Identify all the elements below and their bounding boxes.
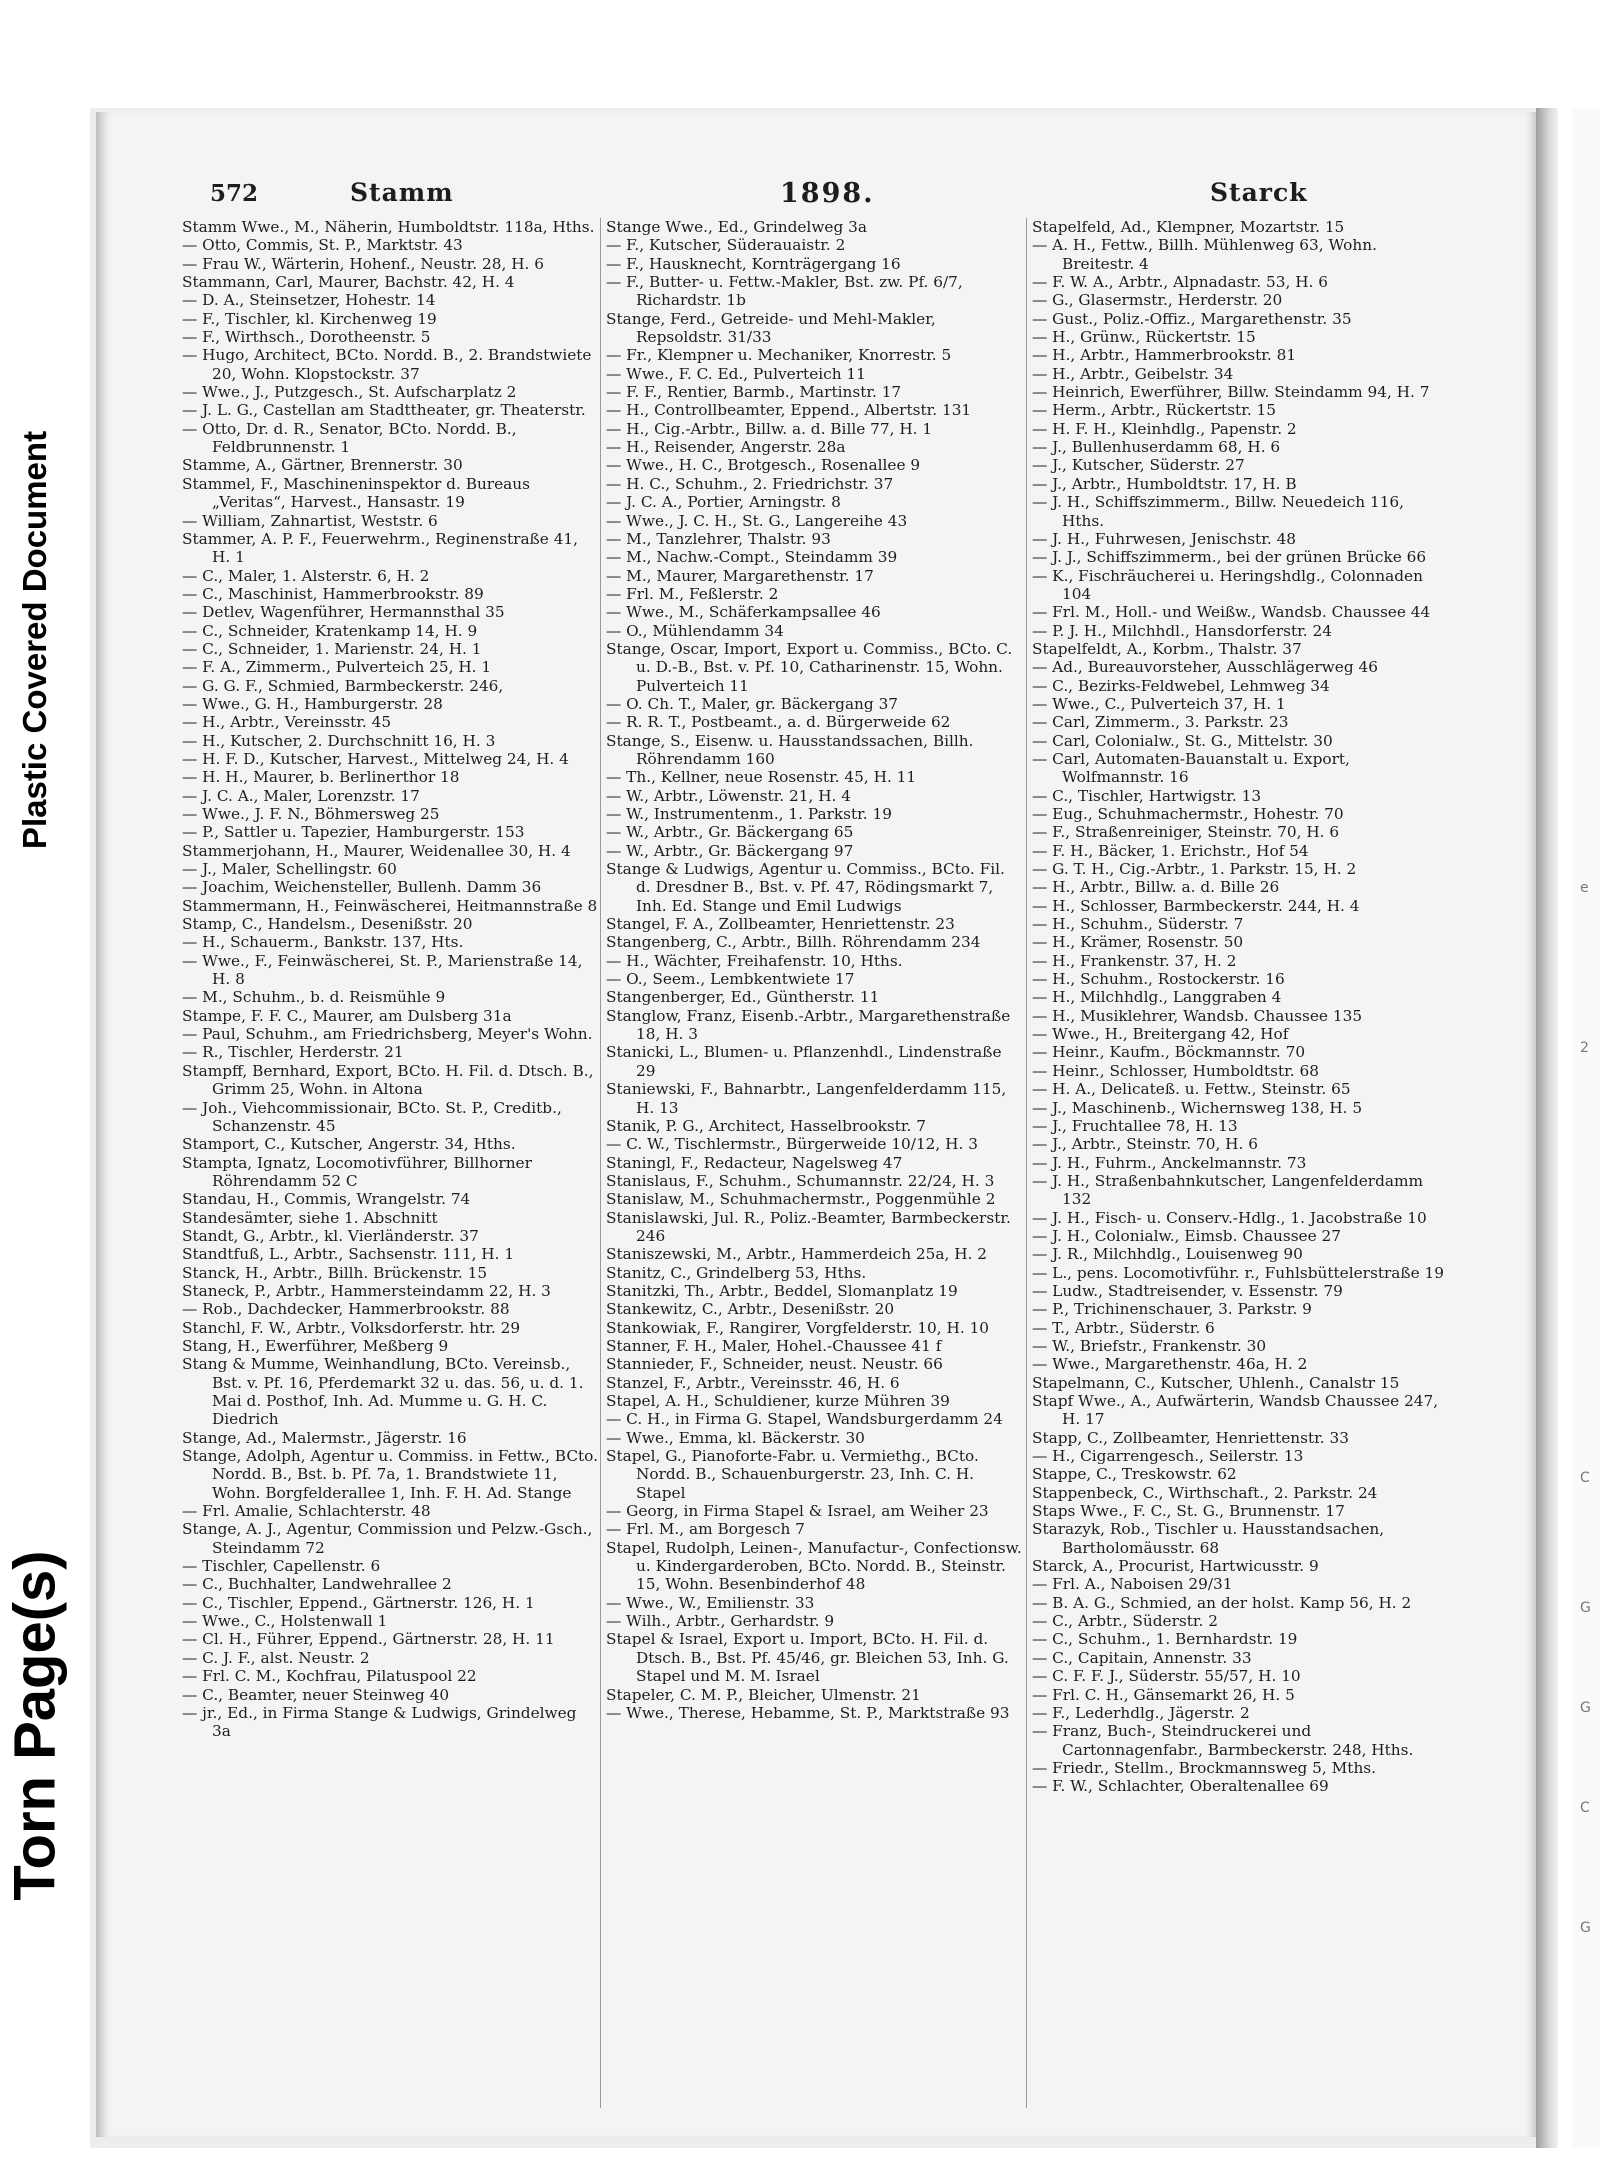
directory-entry: — J., Arbtr., Steinstr. 70, H. 6 <box>1032 1135 1258 1154</box>
directory-entry: Stampta, Ignatz, Locomotivführer, Billhorner Röhrendamm 52 C <box>182 1153 532 1190</box>
directory-entry: — J. H., Fuhrm., Anckelmannstr. 73 <box>1032 1153 1307 1172</box>
column-rule <box>600 218 601 2108</box>
directory-entry: Stange, S., Eisenw. u. Hausstandssachen, Billh. Röhrendamm 160 <box>606 731 974 768</box>
directory-entry: — M., Schuhm., b. d. Reismühle 9 <box>182 988 446 1007</box>
directory-entry: — Joachim, Weichensteller, Bullenh. Damm 36 <box>182 878 542 897</box>
running-head-right: Starck <box>1210 178 1308 207</box>
directory-entry: — C. W., Tischlermstr., Bürgerweide 10/12, H. 3 <box>606 1135 978 1154</box>
directory-entry: — W., Arbtr., Gr. Bäckergang 65 <box>606 823 854 842</box>
directory-entry: — C., Maler, 1. Alsterstr. 6, H. 2 <box>182 566 430 585</box>
directory-entry: — J. C. A., Maler, Lorenzstr. 17 <box>182 786 420 805</box>
directory-entry: — G. G. F., Schmied, Barmbeckerstr. 246, <box>182 676 504 695</box>
directory-entry: Stapel, Rudolph, Leinen-, Manufactur-, Confectionsw. u. Kindergarderoben, BCto. Nordd. B., Steinstr. 15, Wohn. Besenbinderhof 48 <box>606 1538 1022 1594</box>
directory-entry: — Wilh., Arbtr., Gerhardstr. 9 <box>606 1612 835 1631</box>
directory-entry: — H., Schuhm., Süderstr. 7 <box>1032 915 1244 934</box>
directory-entry: — J. L. G., Castellan am Stadttheater, gr. Theaterstr. <box>182 401 586 420</box>
directory-entry: — J. J., Schiffszimmerm., bei der grünen Brücke 66 <box>1032 548 1427 567</box>
edge-mark: G <box>1580 1600 1591 1616</box>
directory-entry: — Frl. Amalie, Schlachterstr. 48 <box>182 1502 431 1521</box>
directory-entry: Stange & Ludwigs, Agentur u. Commiss., BCto. Fil. d. Dresdner B., Bst. v. Pf. 47, Rödingsmarkt 7, Inh. Ed. Stange und Emil Ludwigs <box>606 860 1005 915</box>
directory-entry: Stamm Wwe., M., Näherin, Humboldtstr. 118a, Hths. <box>182 218 595 236</box>
directory-entry: — C., Bezirks-Feldwebel, Lehmweg 34 <box>1032 676 1330 695</box>
directory-entry: — H., Controllbeamter, Eppend., Albertstr. 131 <box>606 401 972 420</box>
directory-entry: — C., Maschinist, Hammerbrookstr. 89 <box>182 584 484 603</box>
directory-entry: — J. H., Schiffszimmerm., Billw. Neuedeich 116, Hths. <box>1032 493 1405 530</box>
directory-entry: Starazyk, Rob., Tischler u. Hausstandsachen, Bartholomäusstr. 68 <box>1032 1520 1385 1557</box>
directory-entry: Stange, Oscar, Import, Export u. Commiss., BCto. C. u. D.-B., Bst. v. Pf. 10, Catharinenstr. 15, Wohn. Pulverteich 11 <box>606 639 1013 695</box>
torn-pages-text: Torn Page(s) <box>2 1549 68 1901</box>
directory-entry: — Wwe., F. C. Ed., Pulverteich 11 <box>606 364 866 383</box>
directory-entry: — F. F., Rentier, Barmb., Martinstr. 17 <box>606 383 902 402</box>
directory-entry: Stangenberger, Ed., Güntherstr. 11 <box>606 988 880 1007</box>
directory-entry: — W., Briefstr., Frankenstr. 30 <box>1032 1336 1267 1355</box>
plastic-covered-label <box>0 360 70 920</box>
directory-entry: — J. H., Colonialw., Eimsb. Chaussee 27 <box>1032 1226 1341 1245</box>
directory-entry: — F., Straßenreiniger, Steinstr. 70, H. 6 <box>1032 823 1340 842</box>
directory-entry: Stamme, A., Gärtner, Brennerstr. 30 <box>182 456 463 475</box>
directory-entry: — Heinrich, Ewerführer, Billw. Steindamm 94, H. 7 <box>1032 383 1430 402</box>
directory-entry: — Tischler, Capellenstr. 6 <box>182 1557 381 1576</box>
directory-entry: — Wwe., W., Emilienstr. 33 <box>606 1593 815 1612</box>
directory-entry: Staniszewski, M., Arbtr., Hammerdeich 25a, H. 2 <box>606 1245 988 1264</box>
directory-column-1 <box>182 218 598 2128</box>
directory-entry: — J., Maler, Schellingstr. 60 <box>182 860 397 879</box>
directory-entry: — J., Fruchtallee 78, H. 13 <box>1032 1116 1238 1135</box>
directory-entry: — Wwe., J., Putzgesch., St. Aufscharplatz 2 <box>182 383 517 402</box>
directory-entry: — C., Schuhm., 1. Bernhardstr. 19 <box>1032 1630 1298 1649</box>
directory-entry: — P., Sattler u. Tapezier, Hamburgerstr. 153 <box>182 823 525 842</box>
directory-entry: — W., Arbtr., Gr. Bäckergang 97 <box>606 841 854 860</box>
directory-entry: Stapelmann, C., Kutscher, Uhlenh., Canalstr 15 <box>1032 1373 1400 1392</box>
directory-entry: Stanislaw, M., Schuhmachermstr., Poggenmühle 2 <box>606 1190 996 1209</box>
directory-entry: — Th., Kellner, neue Rosenstr. 45, H. 11 <box>606 768 917 787</box>
directory-entry: — C., Arbtr., Süderstr. 2 <box>1032 1612 1218 1631</box>
directory-entry: — H., Milchhdlg., Langgraben 4 <box>1032 988 1282 1007</box>
directory-entry: Standesämter, siehe 1. Abschnitt <box>182 1208 438 1227</box>
directory-entry: Stang & Mumme, Weinhandlung, BCto. Vereinsb., Bst. v. Pf. 16, Pferdemarkt 32 u. das. 56, u. d. 1. Mai d. Posthof, Inh. Ad. Mumme u. G. H. C. Diedrich <box>182 1355 584 1429</box>
directory-entry: — Heinr., Schlosser, Humboldtstr. 68 <box>1032 1061 1319 1080</box>
directory-entry: — Carl, Zimmerm., 3. Parkstr. 23 <box>1032 713 1289 732</box>
directory-entry: — H. F. H., Kleinhdlg., Papenstr. 2 <box>1032 419 1297 438</box>
directory-entry: — F., Tischler, kl. Kirchenweg 19 <box>182 309 437 328</box>
directory-entry: — Wwe., C., Pulverteich 37, H. 1 <box>1032 694 1286 713</box>
directory-entry: Stanislaus, F., Schuhm., Schumannstr. 22/24, H. 3 <box>606 1171 995 1190</box>
directory-entry: — Paul, Schuhm., am Friedrichsberg, Meyer's Wohn. <box>182 1025 593 1044</box>
directory-entry: — R., Tischler, Herderstr. 21 <box>182 1043 404 1062</box>
directory-entry: Stappenbeck, C., Wirthschaft., 2. Parkstr. 24 <box>1032 1483 1378 1502</box>
directory-entry: Stanicki, L., Blumen- u. Pflanzenhdl., Lindenstraße 29 <box>606 1043 1002 1080</box>
page-number: 572 <box>210 180 259 207</box>
directory-entry: — Frl. A., Naboisen 29/31 <box>1032 1575 1233 1594</box>
directory-entry: — O., Mühlendamm 34 <box>606 621 784 640</box>
torn-pages-label <box>0 1490 70 1960</box>
column-rule <box>1026 218 1027 2108</box>
directory-entry: Stampff, Bernhard, Export, BCto. H. Fil. d. Dtsch. B., Grimm 25, Wohn. in Altona <box>182 1061 594 1099</box>
directory-entry: — F. A., Zimmerm., Pulverteich 25, H. 1 <box>182 658 492 677</box>
edge-mark: C <box>1580 1470 1590 1486</box>
directory-entry: — Wwe., H. C., Brotgesch., Rosenallee 9 <box>606 456 921 475</box>
directory-entry: — C., Tischler, Eppend., Gärtnerstr. 126, H. 1 <box>182 1593 535 1612</box>
page-header <box>210 176 1480 210</box>
directory-entry: — J. H., Straßenbahnkutscher, Langenfelderdamm 132 <box>1032 1171 1424 1209</box>
directory-entry: — G., Glasermstr., Herderstr. 20 <box>1032 291 1283 310</box>
directory-entry: Stanchl, F. W., Arbtr., Volksdorferstr. htr. 29 <box>182 1318 521 1337</box>
directory-entry: — William, Zahnartist, Weststr. 6 <box>182 511 438 530</box>
directory-entry: — F., Butter- u. Fettw.-Makler, Bst. zw. Pf. 6/7, Richardstr. 1b <box>606 273 963 310</box>
directory-entry: — J., Bullenhuserdamm 68, H. 6 <box>1032 438 1281 457</box>
directory-entry: Stapel, G., Pianoforte-Fabr. u. Vermiethg., BCto. Nordd. B., Schauenburgerstr. 23, Inh. C. H. Stapel <box>606 1447 979 1502</box>
directory-entry: — Fr., Klempner u. Mechaniker, Knorrestr. 5 <box>606 346 952 365</box>
directory-entry: Stange, Adolph, Agentur u. Commiss. in Fettw., BCto. Nordd. B., Bst. b. Pf. 7a, 1. Brandstwiete 11, Wohn. Borgfelderallee 1, Inh. F. H. Ad. Stange <box>182 1447 598 1502</box>
directory-entry: — H., Cig.-Arbtr., Billw. a. d. Bille 77, H. 1 <box>606 419 933 438</box>
directory-entry: — F., Kutscher, Süderauaistr. 2 <box>606 236 846 255</box>
directory-entry: — P. J. H., Milchhdl., Hansdorferstr. 24 <box>1032 621 1332 640</box>
directory-entry: — Wwe., Therese, Hebamme, St. P., Marktstraße 93 <box>606 1703 1010 1722</box>
directory-entry: — H., Kutscher, 2. Durchschnitt 16, H. 3 <box>182 731 496 750</box>
directory-entry: — H., Schauerm., Bankstr. 137, Hts. <box>182 933 464 952</box>
directory-entry: — H., Grünw., Rückertstr. 15 <box>1032 328 1256 347</box>
directory-entry: — D. A., Steinsetzer, Hohestr. 14 <box>182 291 436 310</box>
directory-entry: — Ludw., Stadtreisender, v. Essenstr. 79 <box>1032 1281 1343 1300</box>
directory-entry: — Gust., Poliz.-Offiz., Margarethenstr. 35 <box>1032 309 1352 328</box>
directory-entry: — Frl. C. H., Gänsemarkt 26, H. 5 <box>1032 1685 1295 1704</box>
directory-entry: — F. W. A., Arbtr., Alpnadastr. 53, H. 6 <box>1032 273 1328 292</box>
directory-entry: Stanik, P. G., Architect, Hasselbrookstr. 7 <box>606 1116 926 1135</box>
directory-entry: Stange, Ferd., Getreide- und Mehl-Makler, Repsoldstr. 31/33 <box>606 309 936 347</box>
directory-entry: — L., pens. Locomotivführ. r., Fuhlsbüttelerstraße 19 <box>1032 1263 1444 1282</box>
running-head-left: Stamm <box>350 178 454 207</box>
directory-entry: Stangenberg, C., Arbtr., Billh. Röhrendamm 234 <box>606 933 981 952</box>
directory-entry: — H., Wächter, Freihafenstr. 10, Hths. <box>606 951 903 970</box>
directory-entry: — Wwe., J. C. H., St. G., Langereihe 43 <box>606 511 908 530</box>
directory-entry: Starck, A., Procurist, Hartwicusstr. 9 <box>1032 1557 1319 1576</box>
directory-entry: Staneck, P., Arbtr., Hammersteindamm 22, H. 3 <box>182 1281 551 1300</box>
edge-mark: G <box>1580 1700 1591 1716</box>
plastic-covered-text: Plastic Covered Document <box>16 430 53 850</box>
directory-entry: — H. F. D., Kutscher, Harvest., Mittelweg 24, H. 4 <box>182 749 569 768</box>
directory-entry: Stankowiak, F., Rangirer, Vorgfelderstr. 10, H. 10 <box>606 1318 990 1337</box>
directory-entry: Stammerjohann, H., Maurer, Weidenallee 30, H. 4 <box>182 841 571 860</box>
directory-entry: — H. C., Schuhm., 2. Friedrichstr. 37 <box>606 474 894 493</box>
directory-entry: — J., Kutscher, Süderstr. 27 <box>1032 456 1245 475</box>
directory-entry: — G. T. H., Cig.-Arbtr., 1. Parkstr. 15, H. 2 <box>1032 860 1357 879</box>
directory-entry: — P., Trichinenschauer, 3. Parkstr. 9 <box>1032 1300 1312 1319</box>
directory-entry: — C., Capitain, Annenstr. 33 <box>1032 1648 1252 1667</box>
directory-entry: Stannieder, F., Schneider, neust. Neustr. 66 <box>606 1355 943 1374</box>
directory-entry: Stange Wwe., Ed., Grindelweg 3a <box>606 218 867 236</box>
directory-entry: Stanitzki, Th., Arbtr., Beddel, Slomanplatz 19 <box>606 1281 958 1300</box>
directory-entry: Standt, G., Arbtr., kl. Vierländerstr. 37 <box>182 1226 479 1245</box>
directory-entry: — H., Cigarrengesch., Seilerstr. 13 <box>1032 1447 1304 1466</box>
directory-entry: — Carl, Colonialw., St. G., Mittelstr. 30 <box>1032 731 1333 750</box>
directory-entry: — Ad., Bureauvorsteher, Ausschlägerweg 46 <box>1032 658 1378 677</box>
directory-entry: — H. A., Delicateß. u. Fettw., Steinstr. 65 <box>1032 1080 1351 1099</box>
directory-entry: Stammann, Carl, Maurer, Bachstr. 42, H. 4 <box>182 273 515 292</box>
directory-entry: — Otto, Commis, St. P., Marktstr. 43 <box>182 236 463 255</box>
directory-entry: Standau, H., Commis, Wrangelstr. 74 <box>182 1190 471 1209</box>
directory-entry: — Cl. H., Führer, Eppend., Gärtnerstr. 28, H. 11 <box>182 1630 555 1649</box>
directory-entry: — B. A. G., Schmied, an der holst. Kamp 56, H. 2 <box>1032 1593 1412 1612</box>
directory-entry: — H., Schlosser, Barmbeckerstr. 244, H. 4 <box>1032 896 1360 915</box>
directory-entry: — M., Nachw.-Compt., Steindamm 39 <box>606 548 898 567</box>
directory-entry: Stanglow, Franz, Eisenb.-Arbtr., Margarethenstraße 18, H. 3 <box>606 1006 1011 1044</box>
directory-entry: Stanzel, F., Arbtr., Vereinsstr. 46, H. 6 <box>606 1373 900 1392</box>
directory-entry: Stanitz, C., Grindelberg 53, Hths. <box>606 1263 867 1282</box>
directory-entry: Stanck, H., Arbtr., Billh. Brückenstr. 15 <box>182 1263 488 1282</box>
directory-entry: Staningl, F., Redacteur, Nagelsweg 47 <box>606 1153 903 1172</box>
directory-entry: — J. H., Fuhrwesen, Jenischstr. 48 <box>1032 529 1297 548</box>
directory-entry: Stankewitz, C., Arbtr., Desenißstr. 20 <box>606 1300 895 1319</box>
page-year: 1898. <box>780 178 875 209</box>
directory-entry: — Wwe., C., Holstenwall 1 <box>182 1612 388 1631</box>
directory-entry: Stammermann, H., Feinwäscherei, Heitmannstraße 8 <box>182 896 598 915</box>
directory-entry: — Frl. M., Feßlerstr. 2 <box>606 584 779 603</box>
directory-entry: Stange, Ad., Malermstr., Jägerstr. 16 <box>182 1428 467 1447</box>
directory-entry: — T., Arbtr., Süderstr. 6 <box>1032 1318 1215 1337</box>
directory-entry: Stapel, A. H., Schuldiener, kurze Mühren 39 <box>606 1392 950 1410</box>
directory-entry: Stapf Wwe., A., Aufwärterin, Wandsb Chaussee 247, H. 17 <box>1032 1392 1439 1429</box>
directory-entry: — F., Lederhdlg., Jägerstr. 2 <box>1032 1703 1250 1722</box>
directory-entry: Stampe, F. F. C., Maurer, am Dulsberg 31a <box>182 1006 512 1025</box>
directory-entry: — Detlev, Wagenführer, Hermannsthal 35 <box>182 603 505 622</box>
directory-entry: Stamp, C., Handelsm., Desenißstr. 20 <box>182 915 473 934</box>
directory-entry: Stammel, F., Maschineninspektor d. Bureaus „Veritas“, Harvest., Hansastr. 19 <box>182 474 530 512</box>
directory-entry: — Carl, Automaten-Bauanstalt u. Export, Wolfmannstr. 16 <box>1032 749 1350 787</box>
directory-entry: Stamport, C., Kutscher, Angerstr. 34, Hths. <box>182 1135 516 1154</box>
directory-entry: — H., Frankenstr. 37, H. 2 <box>1032 951 1237 970</box>
directory-entry: Stanislawski, Jul. R., Poliz.-Beamter, Barmbeckerstr. 246 <box>606 1208 1011 1245</box>
directory-entry: — Wwe., M., Schäferkampsallee 46 <box>606 603 881 622</box>
directory-entry: — W., Arbtr., Löwenstr. 21, H. 4 <box>606 786 852 805</box>
directory-entry: — J. H., Fisch- u. Conserv.-Hdlg., 1. Jacobstraße 10 <box>1032 1208 1427 1227</box>
directory-entry: — C., Beamter, neuer Steinweg 40 <box>182 1685 450 1704</box>
directory-entry: — C. F. F. J., Süderstr. 55/57, H. 10 <box>1032 1667 1301 1686</box>
directory-entry: — O., Seem., Lembkentwiete 17 <box>606 970 855 989</box>
directory-entry: — K., Fischräucherei u. Heringshdlg., Colonnaden 104 <box>1032 566 1423 603</box>
directory-entry: — Rob., Dachdecker, Hammerbrookstr. 88 <box>182 1300 510 1319</box>
directory-entry: — Joh., Viehcommissionair, BCto. St. P., Creditb., Schanzenstr. 45 <box>182 1098 562 1135</box>
directory-entry: — H., Arbtr., Vereinsstr. 45 <box>182 713 392 732</box>
directory-entry: Staps Wwe., F. C., St. G., Brunnenstr. 17 <box>1032 1502 1345 1521</box>
directory-entry: Stapeler, C. M. P., Bleicher, Ulmenstr. 21 <box>606 1685 921 1704</box>
directory-entry: — Heinr., Kaufm., Böckmannstr. 70 <box>1032 1043 1306 1062</box>
directory-entry: — J. R., Milchhdlg., Louisenweg 90 <box>1032 1245 1303 1264</box>
directory-entry: — C., Buchhalter, Landwehrallee 2 <box>182 1575 452 1594</box>
directory-entry: Stanner, F. H., Maler, Hohel.-Chaussee 41 f <box>606 1336 942 1355</box>
directory-entry: — Wwe., F., Feinwäscherei, St. P., Marienstraße 14, H. 8 <box>182 951 583 989</box>
directory-entry: — J., Arbtr., Humboldtstr. 17, H. B <box>1032 474 1297 493</box>
directory-entry: — J. C. A., Portier, Arningstr. 8 <box>606 493 841 512</box>
directory-entry: Stapelfeld, Ad., Klempner, Mozartstr. 15 <box>1032 218 1345 236</box>
directory-entry: — H., Reisender, Angerstr. 28a <box>606 438 846 457</box>
edge-mark: e <box>1580 880 1589 896</box>
directory-entry: — C. J. F., alst. Neustr. 2 <box>182 1648 370 1667</box>
directory-entry: — Frl. C. M., Kochfrau, Pilatuspool 22 <box>182 1667 477 1686</box>
edge-mark: 2 <box>1580 1040 1589 1056</box>
directory-entry: Stapel & Israel, Export u. Import, BCto. H. Fil. d. Dtsch. B., Bst. Pf. 45/46, gr. Bleichen 53, Inh. G. Stapel und M. M. Israel <box>606 1630 1009 1686</box>
directory-entry: Standtfuß, L., Arbtr., Sachsenstr. 111, H. 1 <box>182 1245 515 1264</box>
directory-entry: — H., Arbtr., Geibelstr. 34 <box>1032 364 1234 383</box>
book-spine <box>1536 108 1558 2148</box>
directory-entry: — Wwe., G. H., Hamburgerstr. 28 <box>182 694 443 713</box>
directory-entry: — Herm., Arbtr., Rückertstr. 15 <box>1032 401 1277 420</box>
directory-column-3 <box>1032 218 1448 2128</box>
directory-entry: — O. Ch. T., Maler, gr. Bäckergang 37 <box>606 694 899 713</box>
edge-mark: C <box>1580 1800 1590 1816</box>
directory-entry: — Georg, in Firma Stapel & Israel, am Weiher 23 <box>606 1502 989 1521</box>
directory-entry: — H., Arbtr., Billw. a. d. Bille 26 <box>1032 878 1280 897</box>
directory-entry: Stangel, F. A., Zollbeamter, Henriettenstr. 23 <box>606 915 955 934</box>
directory-entry: — M., Tanzlehrer, Thalstr. 93 <box>606 529 831 548</box>
directory-entry: — C. H., in Firma G. Stapel, Wandsburgerdamm 24 <box>606 1410 1003 1429</box>
directory-entry: — Franz, Buch-, Steindruckerei und Cartonnagenfabr., Barmbeckerstr. 248, Hths. <box>1032 1722 1414 1759</box>
directory-entry: — W., Instrumentenm., 1. Parkstr. 19 <box>606 805 892 823</box>
directory-entry: — Friedr., Stellm., Brockmannsweg 5, Mths. <box>1032 1758 1377 1777</box>
directory-entry: — M., Maurer, Margarethenstr. 17 <box>606 566 874 585</box>
directory-entry: — Hugo, Architect, BCto. Nordd. B., 2. Brandstwiete 20, Wohn. Klopstockstr. 37 <box>182 346 592 383</box>
directory-entry: — Wwe., J. F. N., Böhmersweg 25 <box>182 805 440 823</box>
directory-entry: — J., Maschinenb., Wichernsweg 138, H. 5 <box>1032 1098 1363 1117</box>
directory-entry: Stapelfeldt, A., Korbm., Thalstr. 37 <box>1032 639 1302 658</box>
edge-mark: G <box>1580 1920 1591 1936</box>
directory-entry: — H., Musiklehrer, Wandsb. Chaussee 135 <box>1032 1006 1363 1025</box>
directory-entry: Stammer, A. P. F., Feuerwehrm., Reginenstraße 41, H. 1 <box>182 529 579 567</box>
directory-entry: — H., Schuhm., Rostockerstr. 16 <box>1032 970 1285 989</box>
directory-entry: — C., Schneider, Kratenkamp 14, H. 9 <box>182 621 478 640</box>
directory-entry: — F., Hausknecht, Kornträgergang 16 <box>606 254 901 273</box>
directory-entry: Stange, A. J., Agentur, Commission und Pelzw.-Gsch., Steindamm 72 <box>182 1520 593 1557</box>
directory-entry: Stang, H., Ewerführer, Meßberg 9 <box>182 1336 449 1355</box>
directory-entry: — F. H., Bäcker, 1. Erichstr., Hof 54 <box>1032 841 1309 860</box>
directory-entry: — C., Schneider, 1. Marienstr. 24, H. 1 <box>182 639 482 658</box>
directory-entry: — H., Arbtr., Hammerbrookstr. 81 <box>1032 346 1297 365</box>
directory-entry: — F. W., Schlachter, Oberaltenallee 69 <box>1032 1777 1329 1796</box>
directory-entry: Stapp, C., Zollbeamter, Henriettenstr. 33 <box>1032 1428 1349 1447</box>
directory-column-2 <box>606 218 1022 2128</box>
directory-entry: — Wwe., Margarethenstr. 46a, H. 2 <box>1032 1355 1308 1374</box>
directory-entry: Stappe, C., Treskowstr. 62 <box>1032 1465 1237 1484</box>
directory-entry: — Otto, Dr. d. R., Senator, BCto. Nordd. B., Feldbrunnenstr. 1 <box>182 419 517 457</box>
directory-entry: — jr., Ed., in Firma Stange & Ludwigs, Grindelweg 3a <box>182 1703 577 1741</box>
directory-entry: — H. H., Maurer, b. Berlinerthor 18 <box>182 768 460 787</box>
directory-entry: — Wwe., H., Breitergang 42, Hof <box>1032 1025 1289 1044</box>
directory-entry: — H., Krämer, Rosenstr. 50 <box>1032 933 1244 952</box>
directory-entry: — F., Wirthsch., Dorotheenstr. 5 <box>182 328 431 347</box>
directory-entry: — Frl. M., am Borgesch 7 <box>606 1520 805 1539</box>
directory-entry: — A. H., Fettw., Billh. Mühlenweg 63, Wohn. Breitestr. 4 <box>1032 236 1377 273</box>
directory-entry: — Wwe., Emma, kl. Bäckerstr. 30 <box>606 1428 865 1447</box>
directory-entry: Staniewski, F., Bahnarbtr., Langenfelderdamm 115, H. 13 <box>606 1080 1007 1117</box>
directory-entry: — Eug., Schuhmachermstr., Hohestr. 70 <box>1032 805 1344 823</box>
directory-entry: — R. R. T., Postbeamt., a. d. Bürgerweide 62 <box>606 713 951 732</box>
directory-entry: — Frl. M., Holl.- und Weißw., Wandsb. Chaussee 44 <box>1032 603 1431 622</box>
directory-entry: — C., Tischler, Hartwigstr. 13 <box>1032 786 1262 805</box>
directory-entry: — Frau W., Wärterin, Hohenf., Neustr. 28, H. 6 <box>182 254 545 273</box>
facing-page-edge <box>1572 108 1600 2148</box>
